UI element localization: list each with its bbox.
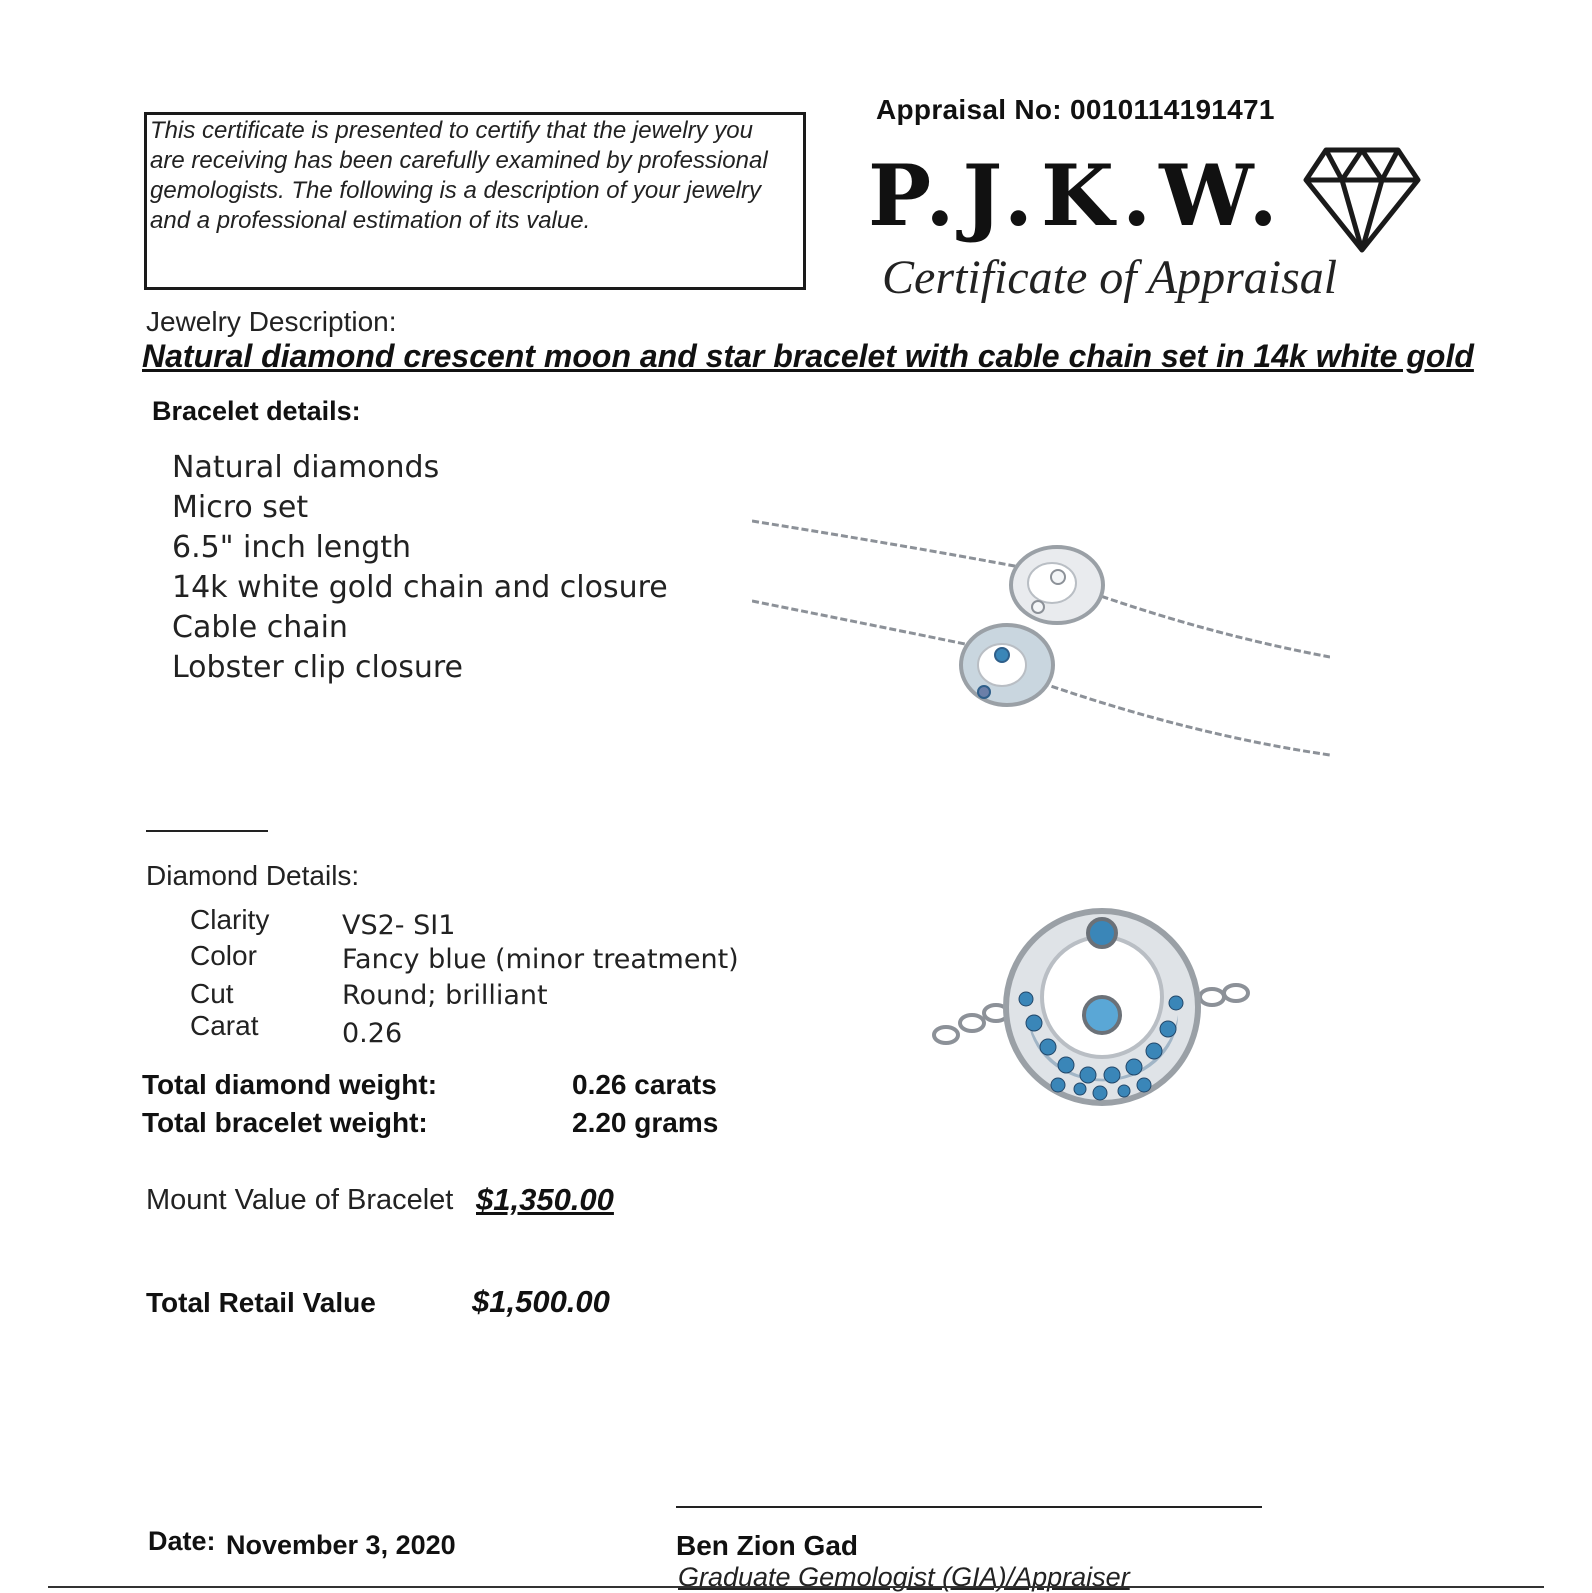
diamond-logo-icon bbox=[1302, 146, 1422, 254]
spec-value-clarity: VS2- SI1 bbox=[342, 910, 456, 941]
spec-value-cut: Round; brilliant bbox=[342, 980, 548, 1011]
total-diamond-weight-value: 0.26 carats bbox=[572, 1069, 717, 1100]
bracelet-details-list bbox=[172, 448, 668, 688]
pendant-closeup-photo bbox=[930, 905, 1270, 1120]
spec-label-clarity: Clarity bbox=[190, 904, 270, 935]
jewelry-description-label: Jewelry Description: bbox=[146, 306, 397, 337]
date-label: Date: bbox=[148, 1526, 216, 1556]
list-item: Micro set bbox=[172, 490, 309, 525]
appraisal-number: Appraisal No: 0010114191471 bbox=[876, 94, 1275, 125]
diamond-details-heading: Diamond Details: bbox=[146, 860, 360, 891]
mount-value-label: Mount Value of Bracelet bbox=[146, 1184, 454, 1216]
spec-label-cut: Cut bbox=[190, 978, 234, 1009]
spec-label-color: Color bbox=[190, 940, 257, 971]
list-item: 14k white gold chain and closure bbox=[172, 570, 668, 605]
list-item: Cable chain bbox=[172, 610, 348, 645]
list-item: Natural diamonds bbox=[172, 450, 440, 485]
intro-line: are receiving has been carefully examined by professional bbox=[150, 147, 768, 174]
bracelet-details-heading: Bracelet details: bbox=[152, 396, 361, 426]
total-bracelet-weight-label: Total bracelet weight: bbox=[142, 1107, 428, 1138]
intro-text bbox=[150, 116, 800, 236]
total-diamond-weight-label: Total diamond weight: bbox=[142, 1069, 438, 1100]
total-bracelet-weight-value: 2.20 grams bbox=[572, 1107, 719, 1138]
intro-line: gemologists. The following is a description of your jewelry bbox=[150, 177, 761, 204]
list-item: 6.5" inch length bbox=[172, 530, 412, 565]
signature-line bbox=[676, 1506, 1262, 1508]
bottom-divider bbox=[48, 1586, 1544, 1588]
spec-value-color: Fancy blue (minor treatment) bbox=[342, 944, 739, 975]
total-retail-value-amount: $1,500.00 bbox=[472, 1284, 610, 1319]
brand-logo-text: P.J.K.W. bbox=[868, 146, 1286, 245]
mount-value-amount: $1,350.00 bbox=[476, 1182, 614, 1217]
appraiser-title: Graduate Gemologist (GIA)/Appraiser bbox=[678, 1562, 1130, 1592]
date-value: November 3, 2020 bbox=[226, 1530, 456, 1560]
bracelet-pair-photo bbox=[752, 505, 1330, 785]
appraiser-name: Ben Zion Gad bbox=[676, 1530, 858, 1561]
spec-value-carat: 0.26 bbox=[342, 1018, 403, 1049]
spec-label-carat: Carat bbox=[190, 1010, 259, 1041]
divider bbox=[146, 830, 268, 832]
list-item: Lobster clip closure bbox=[172, 650, 464, 685]
jewelry-description: Natural diamond crescent moon and star bracelet with cable chain set in 14k white gold bbox=[142, 338, 1474, 374]
intro-line: and a professional estimation of its value. bbox=[150, 207, 591, 234]
total-retail-value-label: Total Retail Value bbox=[146, 1287, 376, 1318]
intro-line: This certificate is presented to certify that the jewelry you bbox=[150, 117, 753, 144]
certificate-title: Certificate of Appraisal bbox=[882, 251, 1338, 304]
